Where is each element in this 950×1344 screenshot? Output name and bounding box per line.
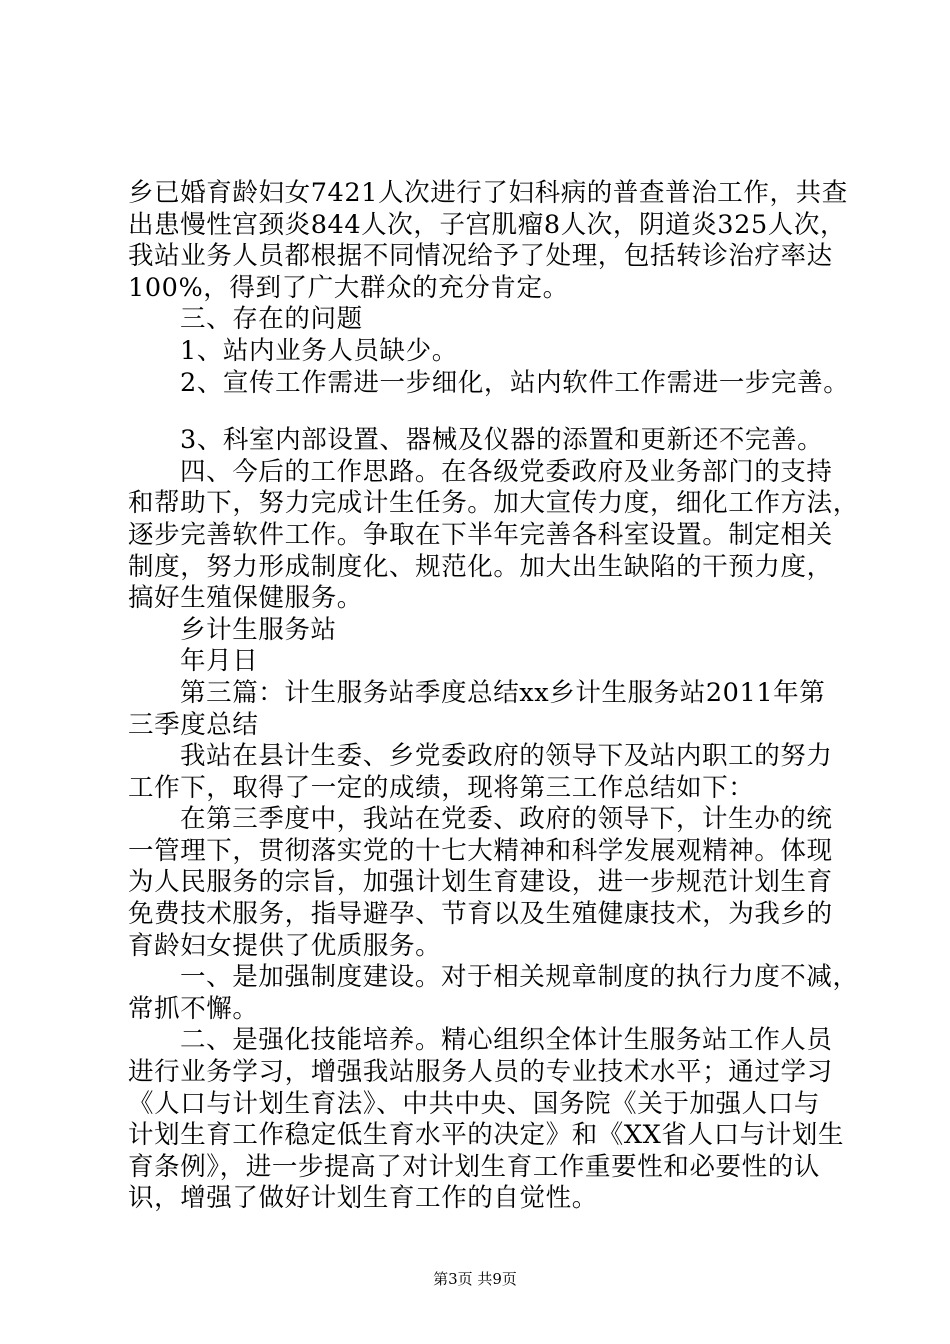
chapter-title: 第三篇：计生服务站季度总结xx乡计生服务站2011年第: [180, 677, 826, 708]
text-line: 育龄妇女提供了优质服务。: [128, 930, 442, 961]
text-line: 在第三季度中，我站在党委、政府的领导下，计生办的统: [180, 804, 833, 835]
section-heading: 一、是加强制度建设。对于相关规章制度的执行力度不减，: [180, 962, 859, 993]
page-footer: 第3页 共9页: [433, 1270, 517, 1288]
section-heading: 三、存在的问题: [180, 304, 363, 335]
text-line: 免费技术服务，指导避孕、节育以及生殖健康技术，为我乡的: [128, 899, 833, 930]
text-line: 进行业务学习，增强我站服务人员的专业技术水平；通过学习: [128, 1057, 833, 1088]
section-heading: 四、今后的工作思路。在各级党委政府及业务部门的支持: [180, 456, 833, 487]
text-line: 工作下，取得了一定的成绩，现将第三工作总结如下：: [128, 772, 755, 803]
text-line: 常抓不懈。: [128, 993, 259, 1024]
text-line: 出患慢性宫颈炎844人次，子宫肌瘤8人次，阴道炎325人次，: [128, 209, 847, 240]
text-line: 乡已婚育龄妇女7421人次进行了妇科病的普查普治工作，共查: [128, 178, 848, 208]
list-item: 3、科室内部设置、器械及仪器的添置和更新还不完善。: [180, 425, 824, 456]
list-item: 1、站内业务人员缺少。: [180, 335, 458, 366]
signature-date: 年月日: [180, 646, 259, 677]
text-line: 搞好生殖保健服务。: [128, 583, 363, 614]
text-line: 逐步完善软件工作。争取在下半年完善各科室设置。制定相关: [128, 519, 833, 550]
text-line: 育条例》，进一步提高了对计划生育工作重要性和必要性的认: [128, 1151, 820, 1182]
text-line: 我站业务人员都根据不同情况给予了处理，包括转诊治疗率达: [128, 241, 833, 272]
text-line: 100%，得到了广大群众的充分肯定。: [128, 272, 569, 303]
chapter-title-cont: 三季度总结: [128, 709, 259, 740]
text-line: 计划生育工作稳定低生育水平的决定》和《XX省人口与计划生: [128, 1120, 845, 1151]
text-line: 为人民服务的宗旨，加强计划生育建设，进一步规范计划生育: [128, 867, 833, 898]
text-line: 我站在县计生委、乡党委政府的领导下及站内职工的努力: [180, 741, 833, 772]
text-line: 制度，努力形成制度化、规范化。加大出生缺陷的干预力度，: [128, 551, 833, 582]
text-line: 和帮助下，努力完成计生任务。加大宣传力度，细化工作方法，: [128, 488, 859, 519]
list-item: 2、宣传工作需进一步细化，站内软件工作需进一步完善。: [180, 367, 850, 398]
signature-org: 乡计生服务站: [180, 614, 337, 645]
text-line: 识，增强了做好计划生育工作的自觉性。: [128, 1183, 598, 1214]
text-line: 《人口与计划生育法》、中共中央、国务院《关于加强人口与: [128, 1088, 820, 1119]
section-heading: 二、是强化技能培养。精心组织全体计生服务站工作人员: [180, 1025, 833, 1056]
document-body: [128, 178, 859, 1215]
paragraph-gap: [128, 399, 838, 425]
text-line: 一管理下，贯彻落实党的十七大精神和科学发展观精神。体现: [128, 835, 833, 866]
